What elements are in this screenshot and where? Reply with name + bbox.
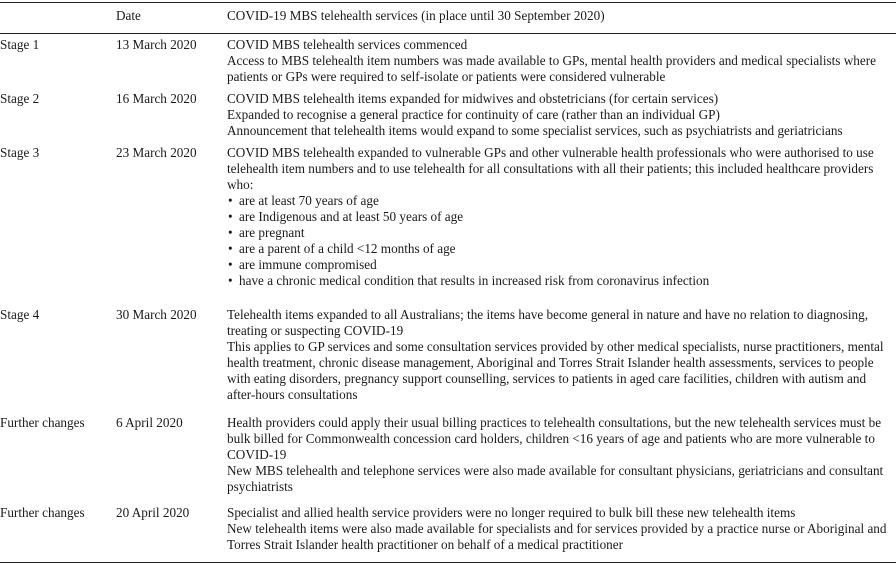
services-line: New MBS telehealth and telephone services were also made available for consultant physicians, geriatricians and consultant psychiatrists	[227, 463, 884, 494]
stage-cell: Stage 4	[0, 307, 40, 322]
services-line: Announcement that telehealth items would expand to some specialist services, such as psychiatrists and geriatricians	[227, 123, 843, 138]
date-cell: 16 March 2020	[116, 91, 197, 106]
stage-cell: Stage 3	[0, 145, 40, 160]
services-line: COVID MBS telehealth items expanded for midwives and obstetricians (for certain services)	[227, 91, 719, 106]
table-bottom-rule	[0, 562, 896, 563]
services-cell	[227, 37, 896, 85]
stage-cell: Further changes	[0, 415, 85, 430]
date-cell: 6 April 2020	[116, 415, 183, 430]
services-line: New telehealth items were also made available for specialists and for services provided by a practice nurse or Aboriginal and Torres Strait Islander health practitioner on behalf of a medical practitioner	[227, 521, 887, 552]
services-line: Expanded to recognise a general practice for continuity of care (rather than an individual GP)	[227, 107, 720, 122]
stage-cell: Further changes	[0, 505, 85, 520]
bullet-item: • are a parent of a child <12 months of age	[227, 241, 896, 257]
services-line: COVID MBS telehealth services commenced	[227, 37, 468, 52]
header-date: Date	[116, 8, 141, 23]
services-line: Specialist and allied health service providers were no longer required to bulk bill these new telehealth items	[227, 505, 796, 520]
table-header-rule	[0, 33, 896, 34]
bullet-item: • have a chronic medical condition that results in increased risk from coronavirus infection	[227, 273, 896, 289]
services-cell	[227, 307, 896, 403]
services-line: This applies to GP services and some consultation services provided by other medical specialists, nurse practitioners, mental health treatment, chronic disease management, Aboriginal and Torres Strait Islander health assessments, services to people with eating disorders, pregnancy support counselling, services to patients in aged care facilities, children with autism and after-hours consultations	[227, 339, 884, 402]
services-cell	[227, 505, 896, 553]
services-line: Telehealth items expanded to all Australians; the items have become general in nature and have no relation to diagnosing, treating or suspecting COVID-19	[227, 307, 869, 338]
bullet-item: • are immune compromised	[227, 257, 896, 273]
bullet-item: • are at least 70 years of age	[227, 193, 896, 209]
services-line: Access to MBS telehealth item numbers was made available to GPs, mental health providers and medical specialists where patients or GPs were required to self-isolate or patients were considered vulnerable	[227, 53, 876, 84]
date-cell: 23 March 2020	[116, 145, 197, 160]
date-cell: 20 April 2020	[116, 505, 190, 520]
header-services: COVID-19 MBS telehealth services (in place until 30 September 2020)	[227, 8, 605, 23]
date-cell: 30 March 2020	[116, 307, 197, 322]
services-cell	[227, 145, 896, 289]
services-cell	[227, 415, 896, 495]
bullet-item: • are pregnant	[227, 225, 896, 241]
table-top-rule	[0, 2, 896, 3]
stage-cell: Stage 1	[0, 37, 40, 52]
stage-cell: Stage 2	[0, 91, 40, 106]
services-cell	[227, 91, 896, 139]
bullet-item: • are Indigenous and at least 50 years of age	[227, 209, 896, 225]
date-cell: 13 March 2020	[116, 37, 197, 52]
services-line: Health providers could apply their usual billing practices to telehealth consultations, but the new telehealth services must be bulk billed for Commonwealth concession card holders, children <16 years of age and patients who are more vulnerable to COVID-19	[227, 415, 882, 462]
services-line: COVID MBS telehealth expanded to vulnerable GPs and other vulnerable health professionals who were authorised to use telehealth item numbers and to use telehealth for all consultations with all their patients; this included healthcare providers who:	[227, 145, 874, 192]
